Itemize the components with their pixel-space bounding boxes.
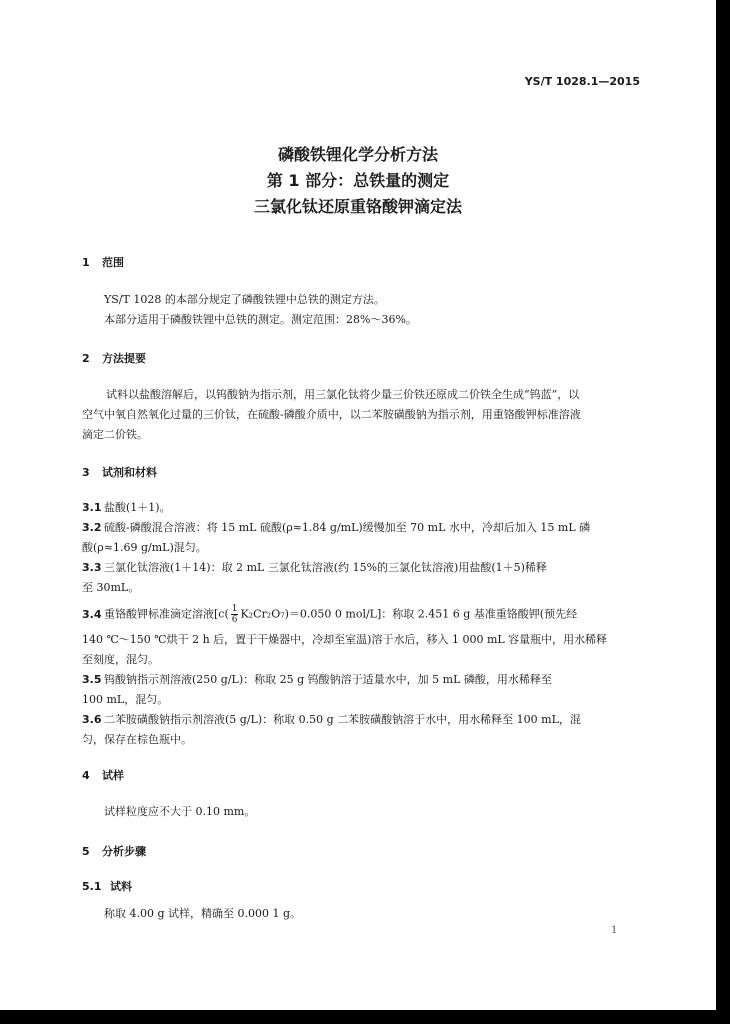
fraction — [231, 604, 239, 625]
fraction-denominator: 6 — [231, 615, 238, 625]
item-text: 钨酸钠指示剂溶液(250 g/L)：称取 25 g 钨酸钠溶于适量水中，加 5 mL 磷酸，用水稀释至 — [104, 673, 552, 686]
item-3-4-line-3: 至刻度，混匀。 — [82, 653, 159, 666]
item-3-4-line-2: 140 ℃～150 ℃烘干 2 h 后，置于干燥器中，冷却至室温)溶于水后，移入 1 000 mL 容量瓶中，用水稀释 — [82, 633, 608, 646]
section-2-heading — [82, 350, 146, 366]
item-number: 3.6 — [82, 713, 102, 726]
item-number: 3.3 — [82, 561, 102, 574]
item-3-3 — [82, 558, 547, 578]
page-border-bottom — [0, 1010, 730, 1024]
section-1-paragraph-2: 本部分适用于磷酸铁锂中总铁的测定。测定范围：28%～36%。 — [104, 313, 417, 326]
title-line-2: 第 1 部分：总铁量的测定 — [266, 171, 450, 190]
subsection-label: 试料 — [110, 880, 132, 893]
section-4-paragraph: 试样粒度应不大于 0.10 mm。 — [104, 805, 256, 818]
section-1-paragraph-1: YS/T 1028 的本部分规定了磷酸铁锂中总铁的测定方法。 — [104, 293, 385, 306]
item-3-1 — [82, 498, 171, 518]
item-3-3-line-2: 至 30mL。 — [82, 581, 140, 594]
section-label: 范围 — [102, 256, 124, 269]
title-line-1: 磷酸铁锂化学分析方法 — [277, 145, 438, 164]
item-3-2-line-2: 酸(ρ≈1.69 g/mL)混匀。 — [82, 541, 207, 554]
item-number: 3.1 — [82, 501, 102, 514]
section-1-heading — [82, 254, 124, 270]
item-3-6-line-2: 匀，保存在棕色瓶中。 — [82, 733, 192, 746]
section-number: 2 — [82, 352, 90, 365]
item-text-post: K₂Cr₂O₇)＝0.050 0 mol/L]：称取 2.451 6 g 基准重铬酸钾(预先经 — [240, 607, 578, 621]
item-text: 二苯胺磺酸钠指示剂溶液(5 g/L)：称取 0.50 g 二苯胺磺酸钠溶于水中，用水稀释至 100 mL，混 — [104, 713, 581, 726]
section-label: 方法提要 — [102, 352, 146, 365]
item-3-5-line-2: 100 mL，混匀。 — [82, 693, 169, 706]
title-line-3: 三氯化钛还原重铬酸钾滴定法 — [253, 197, 462, 216]
section-number: 4 — [82, 769, 90, 782]
fraction-numerator: 1 — [231, 604, 238, 614]
subsection-5-1-paragraph: 称取 4.00 g 试样，精确至 0.000 1 g。 — [104, 907, 302, 920]
item-text-pre: 重铬酸钾标准滴定溶液[c( — [104, 607, 229, 621]
subsection-5-1-heading — [82, 878, 132, 894]
section-number: 1 — [82, 256, 90, 269]
section-2-line-2: 空气中氧自然氧化过量的三价钛，在硫酸-磷酸介质中，以二苯胺磺酸钠为指示剂，用重铬酸钾标准溶液 — [82, 408, 581, 421]
section-4-heading — [82, 767, 124, 783]
section-2-line-1: 试料以盐酸溶解后，以钨酸钠为指示剂，用三氯化钛将少量三价铁还原成二价铁全生成“钨蓝”，以 — [106, 388, 580, 401]
item-number: 3.2 — [82, 521, 102, 534]
item-number: 3.5 — [82, 673, 102, 686]
subsection-number: 5.1 — [82, 880, 102, 893]
standard-number: YS/T 1028.1—2015 — [524, 75, 640, 88]
item-3-5 — [82, 670, 552, 690]
section-label: 试剂和材料 — [102, 466, 157, 479]
section-5-heading — [82, 843, 146, 859]
item-text: 三氯化钛溶液(1＋14)：取 2 mL 三氯化钛溶液(约 15%的三氯化钛溶液)用盐酸(1＋5)稀释 — [104, 561, 547, 574]
item-3-2 — [82, 518, 590, 538]
item-3-6 — [82, 710, 581, 730]
item-text: 硫酸-磷酸混合溶液：将 15 mL 硫酸(ρ≈1.84 g/mL)缓慢加至 70 mL 水中，冷却后加入 15 mL 磷 — [104, 521, 591, 534]
page-number: 1 — [611, 925, 618, 936]
section-3-heading — [82, 464, 157, 480]
item-number: 3.4 — [82, 607, 102, 621]
item-3-4 — [82, 604, 577, 625]
section-number: 5 — [82, 845, 90, 858]
section-number: 3 — [82, 466, 90, 479]
section-label: 试样 — [102, 769, 124, 782]
section-label: 分析步骤 — [102, 845, 146, 858]
section-2-line-3: 滴定二价铁。 — [82, 428, 148, 441]
page-border-right — [716, 0, 730, 1024]
item-text: 盐酸(1＋1)。 — [104, 501, 171, 514]
